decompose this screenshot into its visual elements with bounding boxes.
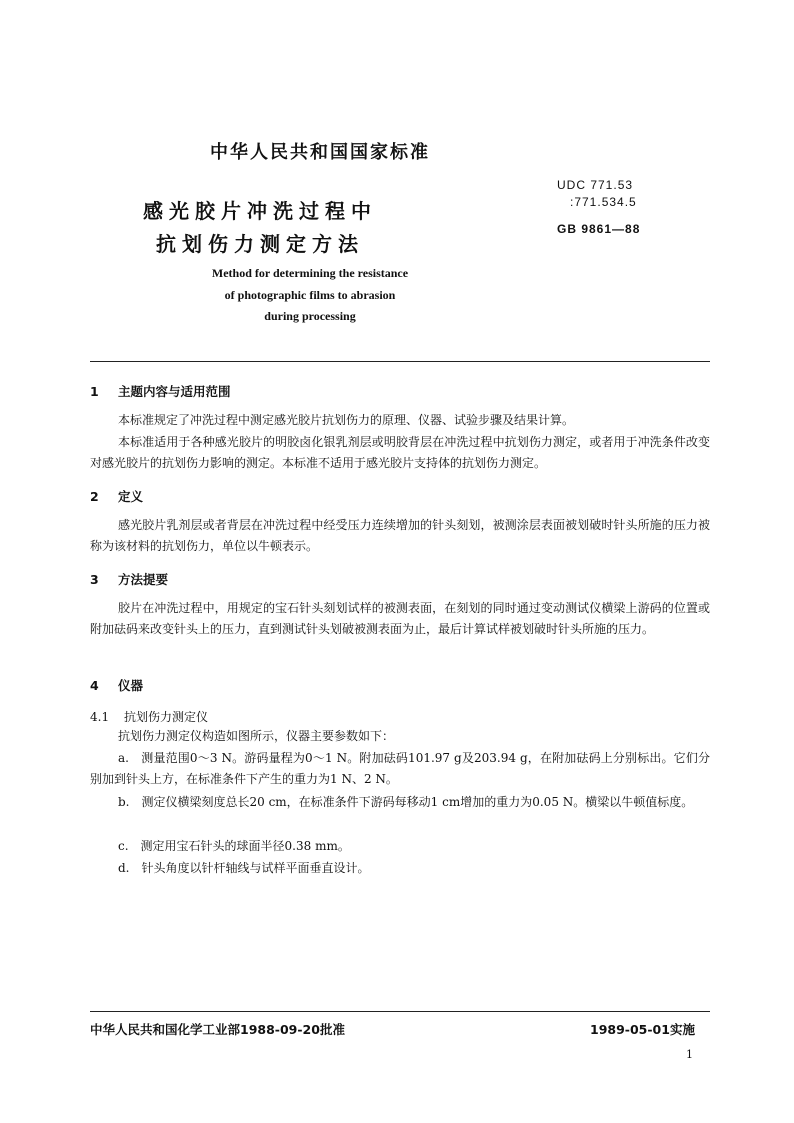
english-title-line1: Method for determining the resistance [211,266,409,280]
page-number: 1 [686,1048,693,1061]
section-title: 方法提要 [118,572,169,587]
section-3-paragraph-1: 胶片在冲洗过程中，用规定的宝石针头刻划试样的被测表面，在刻划的同时通过变动测试仪横梁上游码的位置或附加砝码来改变针头上的压力，直到测试针头划破被测表面为止，最后计算试样被划破时针头所施的压力。 [90,601,710,636]
subsection-4-1-heading [90,708,208,725]
subsection-title: 抗划伤力测定仪 [124,710,209,724]
section-2-heading [90,487,143,505]
approval-statement: 中华人民共和国化学工业部1988-09-20批准 [90,1022,345,1037]
list-item-b: b. 测定仪横梁刻度总长20 cm，在标准条件下游码每移动1 cm增加的重力为0.05 N。横梁以牛顿值标度。 [118,795,694,809]
subsection-number: 4.1 [90,710,110,724]
list-item-d: d. 针头角度以针杆轴线与试样平面垂直设计。 [118,861,370,875]
udc-code-line2: :771.534.5 [570,195,637,209]
section-2-paragraph-1: 感光胶片乳剂层或者背层在冲洗过程中经受压力连续增加的针头刻划，被测涂层表面被划破时针头所施的压力被称为该材料的抗划伤力，单位以牛顿表示。 [90,518,710,553]
list-item-a: a. 测量范围0～3 N。游码量程为0～1 N。附加砝码101.97 g及203.94 g，在附加砝码上分别标出。它们分别加到针头上方，在标准条件下产生的重力为1 N、2 N。 [90,751,710,786]
section-number: 3 [90,572,99,587]
document-title-line2: 抗划伤力测定方法 [156,232,364,256]
section-number: 1 [90,384,99,399]
section-3-heading [90,570,168,588]
implementation-date: 1989-05-01实施 [590,1022,695,1037]
footer-divider [90,1011,710,1012]
udc-code-line1: UDC 771.53 [557,178,634,192]
list-item-c: c. 测定用宝石针头的球面半径0.38 mm。 [118,839,350,853]
section-title: 主题内容与适用范围 [118,384,231,399]
section-number: 2 [90,489,99,504]
english-title-line3: during processing [264,309,356,323]
section-title: 仪器 [118,678,144,693]
section-1-paragraph-2: 本标准适用于各种感光胶片的明胶卤化银乳剂层或明胶背层在冲洗过程中抗划伤力测定，或者用于冲洗条件改变对感光胶片的抗划伤力影响的测定。本标准不适用于感光胶片支持体的抗划伤力测定。 [90,435,710,470]
section-number: 4 [90,678,99,693]
english-title-line2: of photographic films to abrasion [224,288,396,302]
subsection-intro: 抗划伤力测定仪构造如图所示，仪器主要参数如下： [118,729,395,743]
document-title-line1: 感光胶片冲洗过程中 [143,199,377,223]
section-4-heading [90,676,143,694]
section-1-heading [90,382,231,400]
section-1-paragraph-1: 本标准规定了冲洗过程中测定感光胶片抗划伤力的原理、仪器、试验步骤及结果计算。 [118,413,575,427]
section-title: 定义 [118,489,144,504]
gb-code: GB 9861—88 [557,222,641,236]
header-divider [90,361,710,362]
standard-title: 中华人民共和国国家标准 [210,142,430,163]
